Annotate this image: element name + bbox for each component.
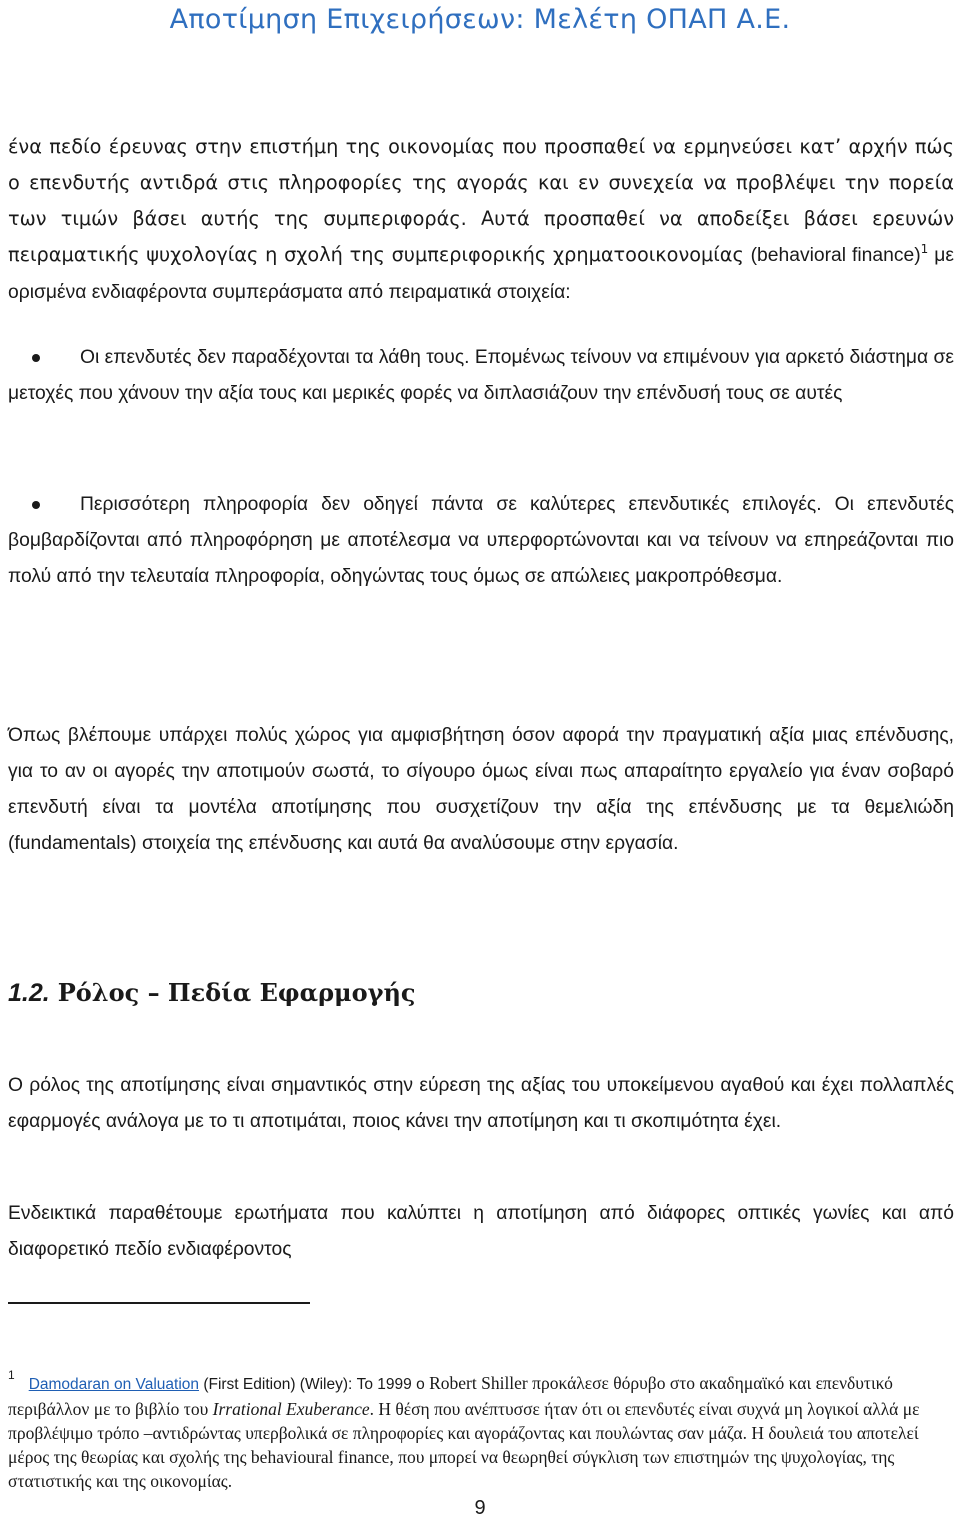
intro-text: ένα πεδίο έρευνας στην επιστήμη της οικονομίας που προσπαθεί να ερμηνεύσει κατ’ αρχήν πώς ο επενδυτής αντιδρά στις πληροφορίες της αγοράς και εν συνεχεία να προβλέψει την πορεία των τιμών βάσει αυτής της συμπεριφοράς. Αυτά προσπαθεί να αποδείξει βάσει ερευνών πειραματικής ψυχολογίας η σχολή της συμπεριφορικής χρηματοοικονομίας bbox=[8, 135, 954, 266]
section-number: 1.2. bbox=[8, 979, 50, 1007]
bullet-text: Επομένως τείνουν να επιμένουν για αρκετό διάστημα σε μετοχές που χάνουν την αξία τους και μερικές φορές να διπλασιάζουν την επένδυσή τους σε αυτές bbox=[8, 347, 954, 404]
intro-paragraph bbox=[8, 129, 954, 311]
footnote-text-end: . Η θέση που ανέπτυσσε ήταν ότι οι επενδυτές είναι συχνά μη λογικοί αλλά με προβλέψιμο τρόπο –αντιδρώντας υπερβολικά σε πληροφορίες και αγοράζοντας και πουλώντας σαν μάζα. Η δουλειά του αποτελεί μέρος της θεωρίας και σχολής της behavioural finance, που μπορεί να θεωρηθεί σύγκλιση των επιστημών της ψυχολογίας, της στατιστικής και της οικονομίας. bbox=[8, 1399, 920, 1491]
footnote bbox=[8, 1368, 954, 1493]
section-title: Ρόλος – Πεδία Εφαρμογής bbox=[57, 978, 416, 1007]
bullet-text: Οι επενδυτές βομβαρδίζονται από πληροφόρηση με αποτέλεσμα να υπερφορτώνονται και να τείνουν να επηρεάζονται πιο πολύ από την τελευταία πληροφορία, οδηγώντας τους όμως σε απώλειες μακροπρόθεσμα. bbox=[8, 494, 954, 587]
bullet-lead: Οι επενδυτές δεν παραδέχονται τα λάθη τους. bbox=[80, 347, 470, 368]
footnote-mark: 1 bbox=[8, 1368, 15, 1382]
bullet-item bbox=[8, 487, 954, 595]
role-paragraph: Ο ρόλος της αποτίμησης είναι σημαντικός στην εύρεση της αξίας του υποκείμενου αγαθού και έχει πολλαπλές εφαρμογές ανάλογα με το τι αποτιμάται, ποιος κάνει την αποτίμηση και τι σκοπιμότητα έχει. bbox=[8, 1075, 954, 1132]
bullet-lead: Περισσότερη πληροφορία δεν οδηγεί πάντα σε καλύτερες επενδυτικές επιλογές. bbox=[80, 494, 822, 515]
bullet-item bbox=[8, 340, 954, 412]
book-title: Irrational Exuberance bbox=[212, 1399, 370, 1419]
intro-text-end: με ορισμένα ενδιαφέροντα συμπεράσματα από πειραματικά στοιχεία: bbox=[8, 245, 954, 303]
section-heading bbox=[8, 978, 416, 1008]
footnote-separator bbox=[8, 1302, 310, 1304]
damodaran-link[interactable]: Damodaran on Valuation bbox=[28, 1376, 200, 1393]
questions-paragraph: Ενδεικτικά παραθέτουμε ερωτήματα που καλύπτει η αποτίμηση από διάφορες οπτικές γωνίες και από διαφορετικό πεδίο ενδιαφέροντος bbox=[8, 1203, 954, 1260]
footnote-source: (First Edition) (Wiley): Το 1999 ο bbox=[199, 1376, 425, 1393]
footnote-reference[interactable]: 1 bbox=[920, 242, 929, 256]
page-number: 9 bbox=[474, 1497, 486, 1519]
footnote-text: Robert Shiller προκάλεσε θόρυβο στο ακαδημαϊκό και επενδυτικό περιβάλλον με το βιβλίο του bbox=[8, 1373, 893, 1419]
intro-term: (behavioral finance) bbox=[750, 245, 921, 266]
running-header: Αποτίμηση Επιχειρήσεων: Μελέτη ΟΠΑΠ Α.Ε. bbox=[169, 4, 791, 35]
value-paragraph: Όπως βλέπουμε υπάρχει πολύς χώρος για αμφισβήτηση όσον αφορά την πραγματική αξία μιας επένδυσης, για το αν οι αγορές την αποτιμούν σωστά, το σίγουρο όμως είναι πως απαραίτητο εργαλείο για έναν σοβαρό επενδυτή είναι τα μοντέλα αποτίμησης που συσχετίζουν την αξία της επένδυσης με τα θεμελιώδη (fundamentals) στοιχεία της επένδυσης και αυτά θα αναλύσουμε στην εργασία. bbox=[8, 725, 954, 854]
